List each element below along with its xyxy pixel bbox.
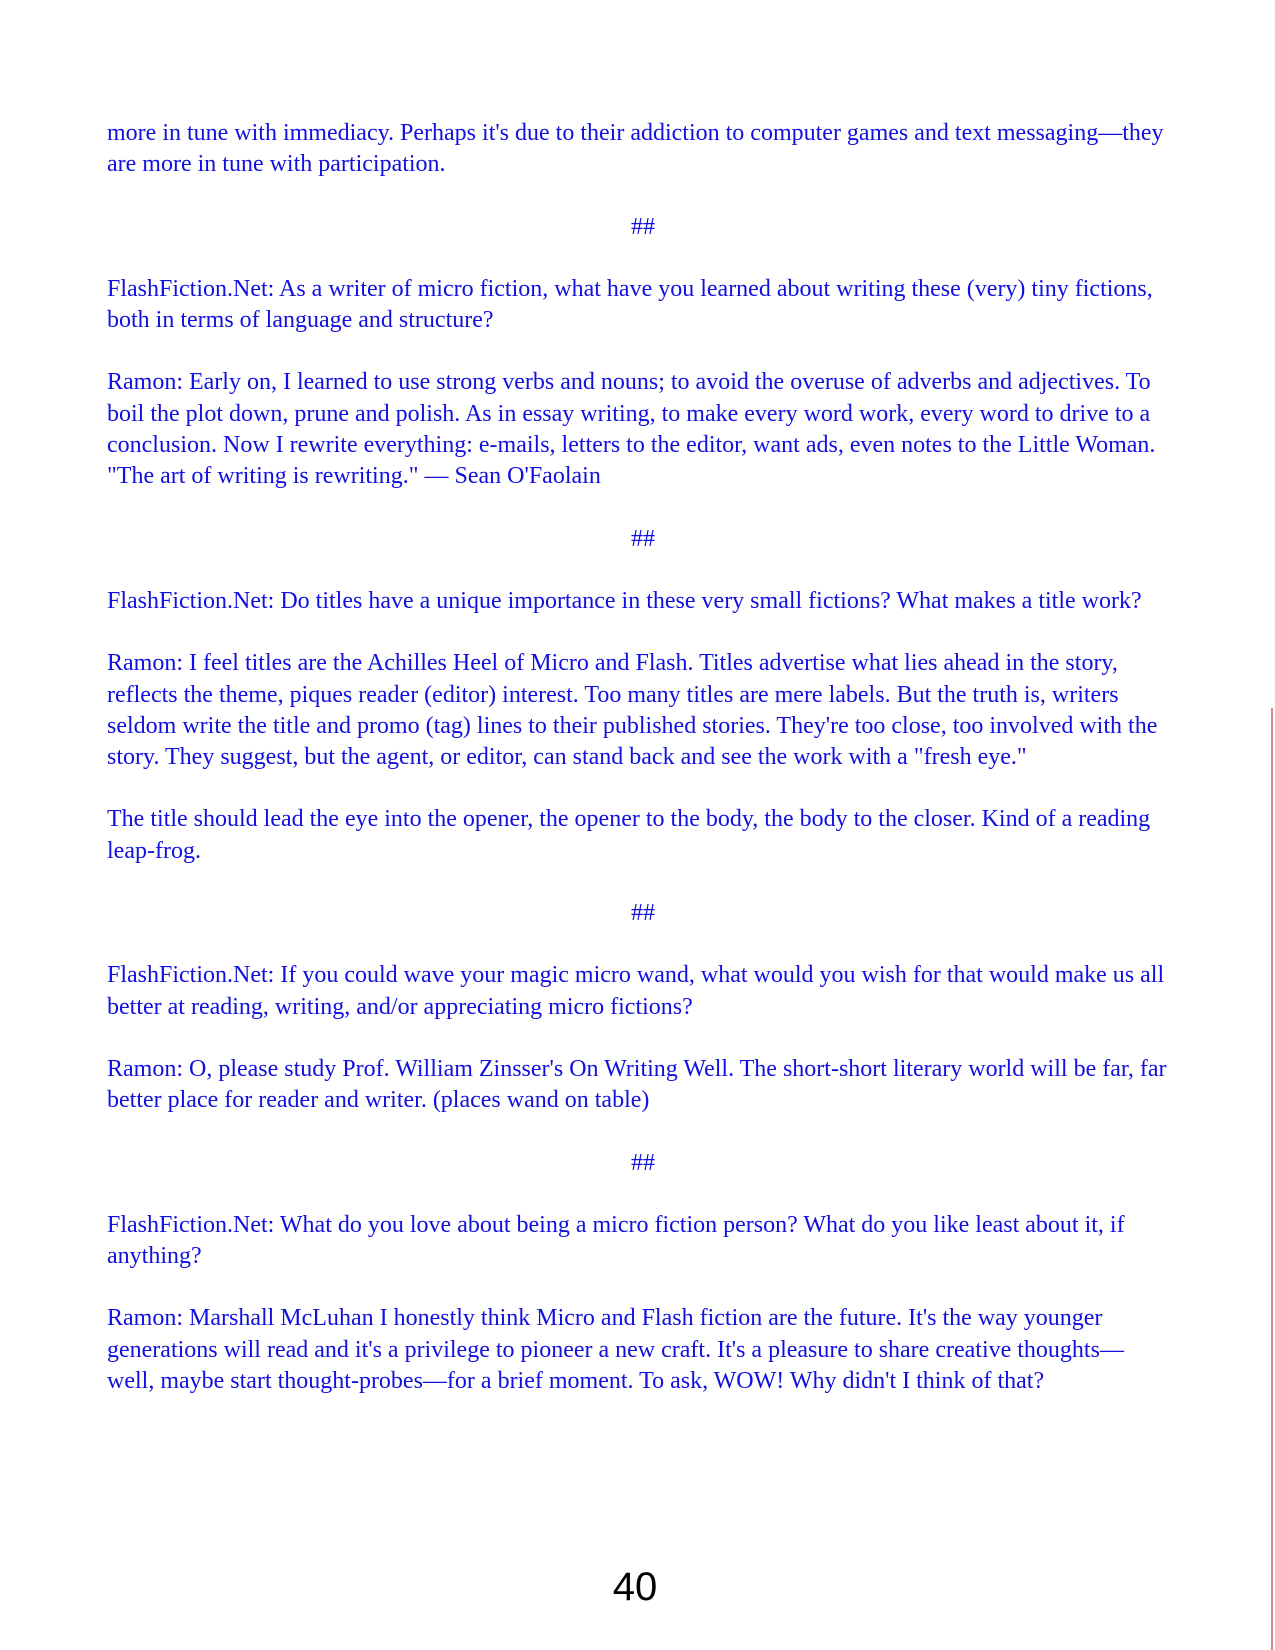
answer-love-about-micro: Ramon: Marshall McLuhan I honestly think Micro and Flash fiction are the future. It's the way younger generations will read and it's a privilege to pioneer a new craft. It's a pleasure to share creative thoughts—well, maybe start thought-probes—for a brief moment. To ask, WOW! Why didn't I think of that? (107, 1305, 1124, 1395)
answer-magic-wand: Ramon: O, please study Prof. William Zinsser's On Writing Well. The short-short literary world will be far, far better place for reader and writer. (places wand on table) (107, 1055, 1167, 1114)
page-number: 40 (612, 1565, 658, 1609)
question-magic-wand: FlashFiction.Net: If you could wave your magic micro wand, what would you wish for that would make us all better at reading, writing, and/or appreciating micro fictions? (107, 962, 1165, 1020)
article-body (107, 118, 1167, 1428)
section-separator: ## (631, 900, 655, 927)
question-micro-fiction-craft: FlashFiction.Net: As a writer of micro fiction, what have you learned about writing these (very) tiny fictions, both in terms of language and structure? (107, 275, 1153, 334)
section-separator: ## (631, 213, 655, 240)
section-separator: ## (631, 525, 655, 552)
answer-micro-fiction-craft: Ramon: Early on, I learned to use strong verbs and nouns; to avoid the overuse of adverbs and adjectives. To boil the plot down, prune and polish. As in essay writing, to make every word work, every word to drive to a conclusion. Now I rewrite everything: e-mails, letters to the editor, want ads, even notes to the Little Woman. "The art of writing is rewriting." — Sean O'Faolain (107, 369, 1156, 490)
right-margin-rule (1271, 708, 1273, 1650)
answer-titles: Ramon: I feel titles are the Achilles Heel of Micro and Flash. Titles advertise what lies ahead in the story, reflects the theme, piques reader (editor) interest. Too many titles are mere labels. But the truth is, writers seldom write the title and promo (tag) lines to their published stories. They're too close, too involved with the story. They suggest, but the agent, or editor, can stand back and see the work with a "fresh eye." (107, 650, 1158, 771)
paragraph-intro-continuation: more in tune with immediacy. Perhaps it's due to their addiction to computer games and text messaging—they are more in tune with participation. (107, 120, 1164, 178)
answer-titles-continued: The title should lead the eye into the opener, the opener to the body, the body to the closer. Kind of a reading leap-frog. (107, 806, 1151, 864)
question-love-about-micro: FlashFiction.Net: What do you love about being a micro fiction person? What do you like least about it, if anything? (107, 1211, 1125, 1270)
section-separator: ## (631, 1149, 655, 1176)
question-titles: FlashFiction.Net: Do titles have a unique importance in these very small fictions? What makes a title work? (107, 587, 1142, 614)
